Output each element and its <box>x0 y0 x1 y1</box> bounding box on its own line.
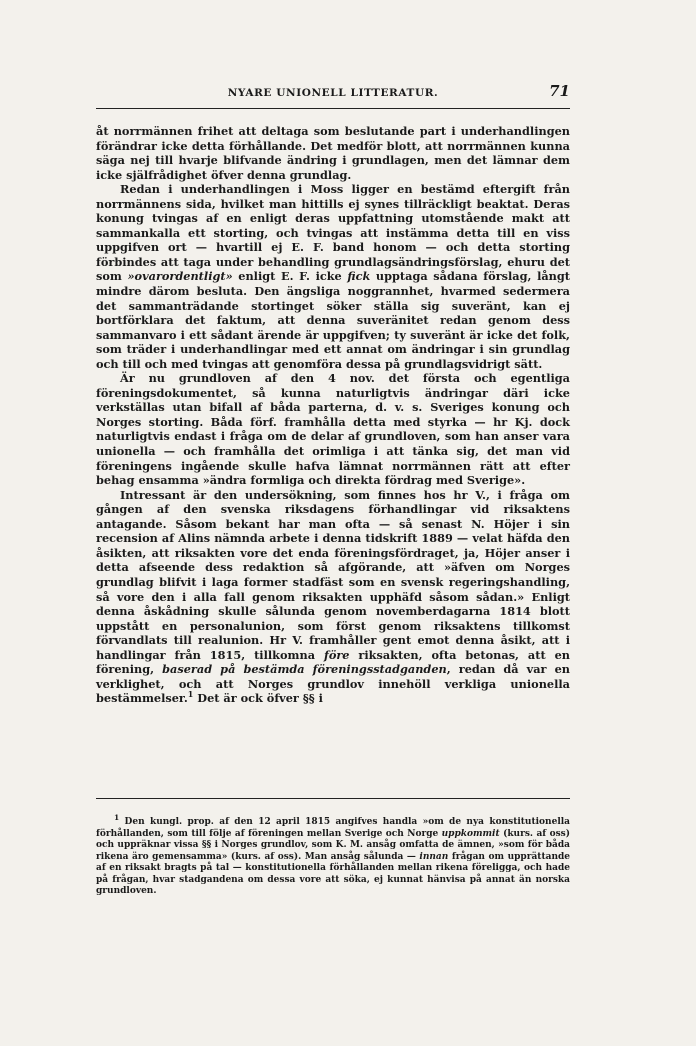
footnote-reference: 1 <box>187 689 194 700</box>
footnote <box>96 812 570 898</box>
paragraph-3-text: Är nu grundloven af den 4 nov. det första och egentliga föreningsdokumentet, så kunna naturligtvis ändringar däri icke verkställas utan bifall af båda parterna, d. v. s. Sveriges konung och Norges storting. Båda förf. framhålla detta med styrka — hr Kj. dock naturligtvis endast i fråga om de delar af grundloven, som han anser vara unionella — och framhålla det orimliga i att tänka sig, det man vid föreningens ingående skulle hafva lämnat norrmännen rätt att efter behag ensamma »ändra formliga och direkta fördrag med Sverige». <box>96 371 570 488</box>
header-rule <box>96 108 570 109</box>
paragraph-1-text: åt norrmännen frihet att deltaga som beslutande part i underhandlingen förändrar icke detta förhållande. Det medför blott, att norrmännen kunna säga nej till hvarje blifvande ändring i grundlagen, men det lämnar dem icke själfrådighet öfver denna grundlag. <box>96 124 570 182</box>
paragraph-2-text-c: enligt E. F. icke <box>232 269 348 284</box>
paragraph-2-text-a: Redan i underhandlingen i Moss ligger en bestämd eftergift från norrmännens sida, hvilket man hittills ej synes tillräckligt beaktat. Deras konung tvingas af en enligt deras uppfattning utomstående makt att sammankalla ett storting, och tvingas att instämma detta till en viss uppgifven ort — hvartill ej E. F. band honom — och detta storting förbindes att taga under behandling grundlagsändringsförslag, ehuru det som <box>96 182 570 284</box>
page-number: 71 <box>549 82 570 100</box>
footnote-text-5: frågan om upprättande af en riksakt bragts på tal — konstitutionella förhållanden mellan rikena föreligga, och hade på frågan, hvar stadgandena om dessa vore att söka, ej kunnat hänvisa på annat än norska grundloven. <box>96 851 571 896</box>
paragraph-2 <box>96 182 570 371</box>
paragraph-4 <box>96 488 570 706</box>
paragraph-1 <box>96 124 570 182</box>
body-text <box>96 124 570 706</box>
footnote-text-3: (kurs. af oss) och uppräknar vissa §§ i Norges grundlov, som K. M. ansåg omfatta de ämnen, »som för båda rikena äro gemensamma» (kurs. af oss). Man ansåg sålunda — <box>96 828 570 862</box>
running-head: NYARE UNIONELL LITTERATUR. <box>227 87 439 99</box>
paragraph-2-emphasis-2: fick <box>347 269 371 284</box>
paragraph-4-text-e: , redan då var en verklighet, och att Norges grundlov innehöll verkliga unionella bestämmelser. <box>96 662 570 706</box>
paragraph-4-text-a: Intressant är den undersökning, som finnes hos hr V., i fråga om gången af den svenska riksdagens förhandlingar vid riksaktens antagande. Såsom bekant har man ofta — så senast N. Höjer i sin recension af Alins nämnda arbete i denna tidskrift 1889 — velat häfda den åsikten, att riksakten vore det enda föreningsfördraget, ja, Höjer anser i detta afseende dess redaktion så afgörande, att »äfven om Norges grundlag blifvit i laga former stadfäst som en svensk regeringshandling, så vore den i alla fall genom riksakten upphäfd såsom sådan.» Enligt denna åskådning skulle sålunda genom novemberdagarna 1814 blott uppstått en personalunion, som först genom riksaktens tillkomst förvandlats till realunion. Hr V. framhåller gent emot denna åsikt, att i handlingar från 1815, tillkomna <box>96 487 570 662</box>
paragraph-4-emphasis-2: baserad på bestämda föreningsstadganden <box>162 662 447 677</box>
footnote-paragraph <box>96 812 570 898</box>
paragraph-3 <box>96 371 570 487</box>
footnote-emphasis-2: innan <box>419 851 449 862</box>
paragraph-2-text-e: upptaga sådana förslag, långt mindre därom besluta. Den ängsliga noggrannhet, hvarmed sedermera det sammanträdande stortinget söker ställa sig suveränt, kan ej bortförklara det faktum, att denna suveränitet redan genom dess sammanvaro i ett sådant ärende är uppgifven; ty suveränt är icke det folk, som träder i underhandlingar med ett annat om ändringar i sin grundlag och till och med tvingas att genomföra dessa på grundlagsvidrigt sätt. <box>96 269 571 371</box>
paragraph-4-text-c: riksakten, ofta betonas, att en förening, <box>96 647 570 677</box>
footnote-text-1: Den kungl. prop. af den 12 april 1815 angifves handla »om de nya konstitutionella förhållanden, som till följe af föreningen mellan Sverige och Norge <box>96 817 570 839</box>
footnote-mark: 1 <box>114 813 120 822</box>
paragraph-4-emphasis-1: före <box>323 647 350 662</box>
footnote-emphasis-1: uppkommit <box>441 828 500 839</box>
page-header <box>96 84 570 106</box>
footnote-rule <box>96 798 570 799</box>
paragraph-2-emphasis-1: »ovarordentligt» <box>127 269 233 284</box>
paragraph-4-text-f: Det är ock öfver §§ i <box>193 691 323 706</box>
